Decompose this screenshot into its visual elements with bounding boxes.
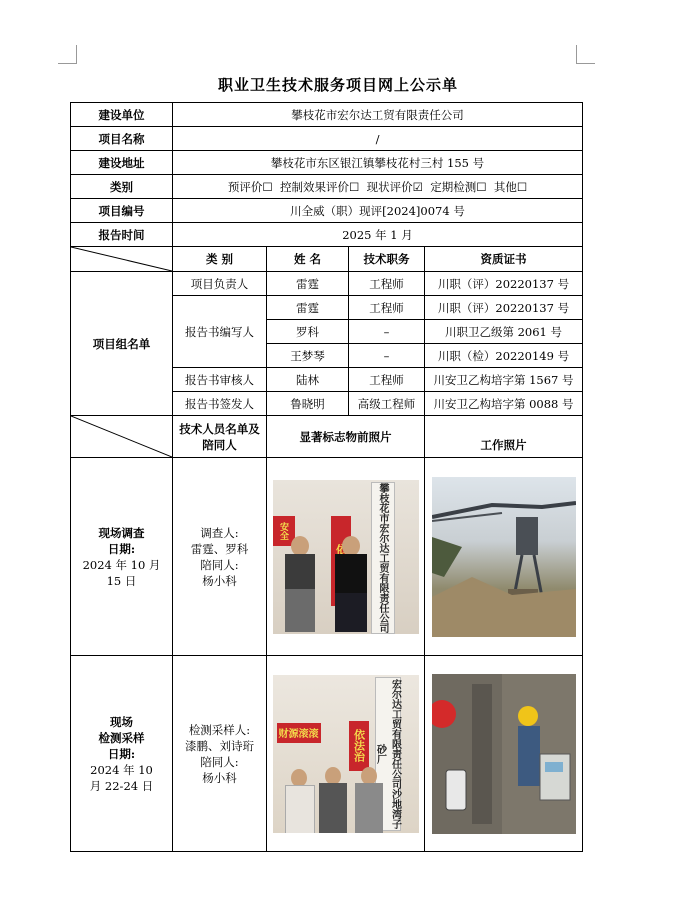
survey-cell	[71, 458, 173, 656]
category-option-control-eval: 控制效果评价☐	[279, 179, 360, 194]
role-writer: 报告书编写人	[173, 296, 267, 368]
header-category: 类 别	[173, 247, 267, 272]
survey-landmark-photo-cell	[267, 458, 425, 656]
sampling-label-2: 检测采样	[98, 730, 145, 745]
banner-red: 财源滚滚	[277, 723, 321, 743]
checkbox-icon: ☐	[516, 179, 528, 194]
survey-date: 2024 年 10 月 15 日	[82, 557, 161, 588]
member-title: 高级工程师	[349, 392, 425, 416]
member-cert: 川安卫乙构培字第 1567 号	[425, 368, 583, 392]
unit-label: 建设单位	[71, 103, 173, 127]
sampling-date: 2024 年 10 月 22-24 日	[89, 762, 154, 793]
project-no-value: 川全威（职）现评[2024]0074 号	[173, 199, 583, 223]
sampling-staff-label: 检测采样人:	[188, 722, 251, 737]
address-value: 攀枝花市东区银江镇攀枝花村三村 155 号	[173, 151, 583, 175]
sampling-cell	[71, 656, 173, 852]
checkbox-icon: ☐	[262, 179, 273, 194]
header-cert: 资质证书	[425, 247, 583, 272]
header-work-photo: 工作照片	[425, 416, 583, 458]
landmark-photo	[273, 675, 419, 833]
survey-staff-label: 调查人:	[200, 525, 239, 540]
work-photo	[432, 674, 576, 834]
header-name: 姓 名	[267, 247, 349, 272]
report-time-label: 报告时间	[71, 223, 173, 247]
survey-accomp: 杨小科	[202, 573, 237, 588]
diagonal-cell	[71, 247, 173, 272]
survey-staff: 雷霆、罗科	[190, 541, 249, 556]
header-landmark-photo: 显著标志物前照片	[267, 416, 425, 458]
member-name: 鲁晓明	[267, 392, 349, 416]
survey-accomp-label: 陪同人:	[200, 557, 239, 572]
member-name: 陆林	[267, 368, 349, 392]
banner-safety: 安全	[273, 516, 295, 546]
header-staff: 技术人员名单及陪同人	[173, 416, 267, 458]
member-title: –	[349, 320, 425, 344]
sampling-date-label: 日期:	[107, 746, 136, 761]
corner-mark-right	[576, 45, 595, 64]
survey-staff-cell	[173, 458, 267, 656]
category-options	[173, 175, 583, 199]
role-signer: 报告书签发人	[173, 392, 267, 416]
diagonal-cell	[71, 416, 173, 458]
page-title: 职业卫生技术服务项目网上公示单	[217, 76, 458, 94]
banner-law: 依法治	[349, 721, 369, 771]
sampling-landmark-photo-cell	[267, 656, 425, 852]
corner-mark-left	[58, 45, 77, 64]
address-label: 建设地址	[71, 151, 173, 175]
member-cert: 川职（检）20220149 号	[425, 344, 583, 368]
checkbox-icon: ☐	[348, 179, 360, 194]
sampling-accomp: 杨小科	[202, 770, 237, 785]
sampling-staff-cell	[173, 656, 267, 852]
team-group-label: 项目组名单	[71, 272, 173, 416]
sampling-staff: 漆鹏、刘诗珩	[185, 738, 254, 753]
role-reviewer: 报告书审核人	[173, 368, 267, 392]
role-leader: 项目负责人	[173, 272, 267, 296]
sampling-label-1: 现场	[110, 714, 133, 729]
member-name: 王梦琴	[267, 344, 349, 368]
landmark-photo	[273, 480, 419, 634]
conveyor-structure-icon	[432, 477, 576, 637]
survey-label: 现场调查	[98, 525, 145, 540]
member-cert: 川职（评）20220137 号	[425, 272, 583, 296]
survey-work-photo-cell	[425, 458, 583, 656]
publicity-table	[70, 102, 583, 852]
work-photo	[432, 477, 576, 637]
member-name: 雷霆	[267, 272, 349, 296]
unit-value: 攀枝花市宏尔达工贸有限责任公司	[173, 103, 583, 127]
member-title: 工程师	[349, 368, 425, 392]
project-name-label: 项目名称	[71, 127, 173, 151]
project-no-label: 项目编号	[71, 199, 173, 223]
report-time-value: 2025 年 1 月	[173, 223, 583, 247]
member-title: 工程师	[349, 272, 425, 296]
member-cert: 川职卫乙级第 2061 号	[425, 320, 583, 344]
member-title: 工程师	[349, 296, 425, 320]
category-option-periodic: 定期检测☐	[430, 179, 487, 194]
project-name-value: /	[173, 127, 583, 151]
category-option-other: 其他☐	[493, 179, 528, 194]
member-cert: 川安卫乙构培字第 0088 号	[425, 392, 583, 416]
member-title: –	[349, 344, 425, 368]
survey-date-label: 日期:	[107, 541, 136, 556]
category-option-status-eval: 现状评价☑	[366, 179, 423, 194]
header-title: 技术职务	[349, 247, 425, 272]
sampling-equipment-icon	[432, 674, 576, 834]
company-sign: 宏尔达工贸有限责任公司沙地湾子砂厂	[374, 678, 401, 829]
member-cert: 川职（评）20220137 号	[425, 296, 583, 320]
member-name: 罗科	[267, 320, 349, 344]
member-name: 雷霆	[267, 296, 349, 320]
sampling-accomp-label: 陪同人:	[200, 754, 239, 769]
checkbox-icon: ☐	[476, 179, 487, 194]
company-sign: 攀枝花市宏尔达工贸有限责任公司	[371, 482, 395, 634]
sampling-work-photo-cell	[425, 656, 583, 852]
checkbox-checked-icon: ☑	[412, 179, 423, 194]
category-label: 类别	[71, 175, 173, 199]
category-option-pre-eval: 预评价☐	[227, 179, 273, 194]
